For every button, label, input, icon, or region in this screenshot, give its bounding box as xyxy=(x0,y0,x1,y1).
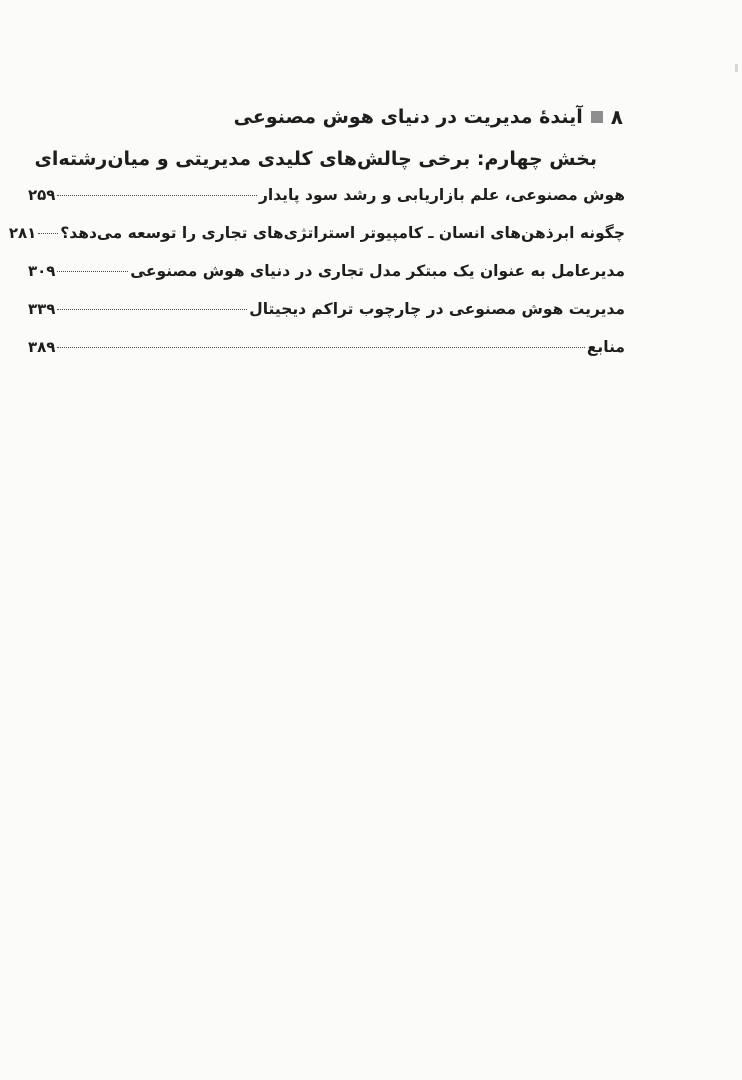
table-of-contents xyxy=(8,104,625,374)
toc-entry-title: منابع xyxy=(586,338,625,356)
toc-entry xyxy=(28,184,625,222)
toc-entry xyxy=(8,222,625,260)
dot-leader xyxy=(38,233,58,234)
square-bullet-icon xyxy=(591,111,603,123)
toc-entry xyxy=(28,336,625,374)
dot-leader xyxy=(57,195,257,196)
page-edge-mark xyxy=(735,64,738,72)
chapter-title: آیندهٔ مدیریت در دنیای هوش مصنوعی xyxy=(233,106,583,128)
chapter-number: ۸ xyxy=(610,105,623,129)
dot-leader xyxy=(57,347,584,348)
toc-entry-title: هوش مصنوعی، علم بازاریابی و رشد سود پایدار xyxy=(258,186,625,204)
toc-entry-title: مدیرعامل به عنوان یک مبتکر مدل تجاری در دنیای هوش مصنوعی xyxy=(130,262,625,280)
toc-entry-page-number: ۳۸۹ xyxy=(28,338,56,356)
toc-entry-page-number: ۳۰۹ xyxy=(28,262,56,280)
chapter-heading xyxy=(28,104,623,130)
toc-entry-page-number: ۲۸۱ xyxy=(8,224,37,242)
toc-entry-page-number: ۲۵۹ xyxy=(28,186,56,204)
dot-leader xyxy=(57,271,128,272)
section-heading: بخش چهارم: برخی چالش‌های کلیدی مدیریتی و میان‌رشته‌ای xyxy=(34,148,597,170)
toc-entry xyxy=(28,298,625,336)
toc-entry-page-number: ۳۳۹ xyxy=(28,300,56,318)
dot-leader xyxy=(57,309,247,310)
toc-entry-title: چگونه ابرذهن‌های انسان ـ کامپیوتر استراتژی‌های تجاری را توسعه می‌دهد؟ xyxy=(60,224,625,242)
toc-entry xyxy=(28,260,625,298)
toc-entry-title: مدیریت هوش مصنوعی در چارچوب تراکم دیجیتال xyxy=(249,300,625,318)
